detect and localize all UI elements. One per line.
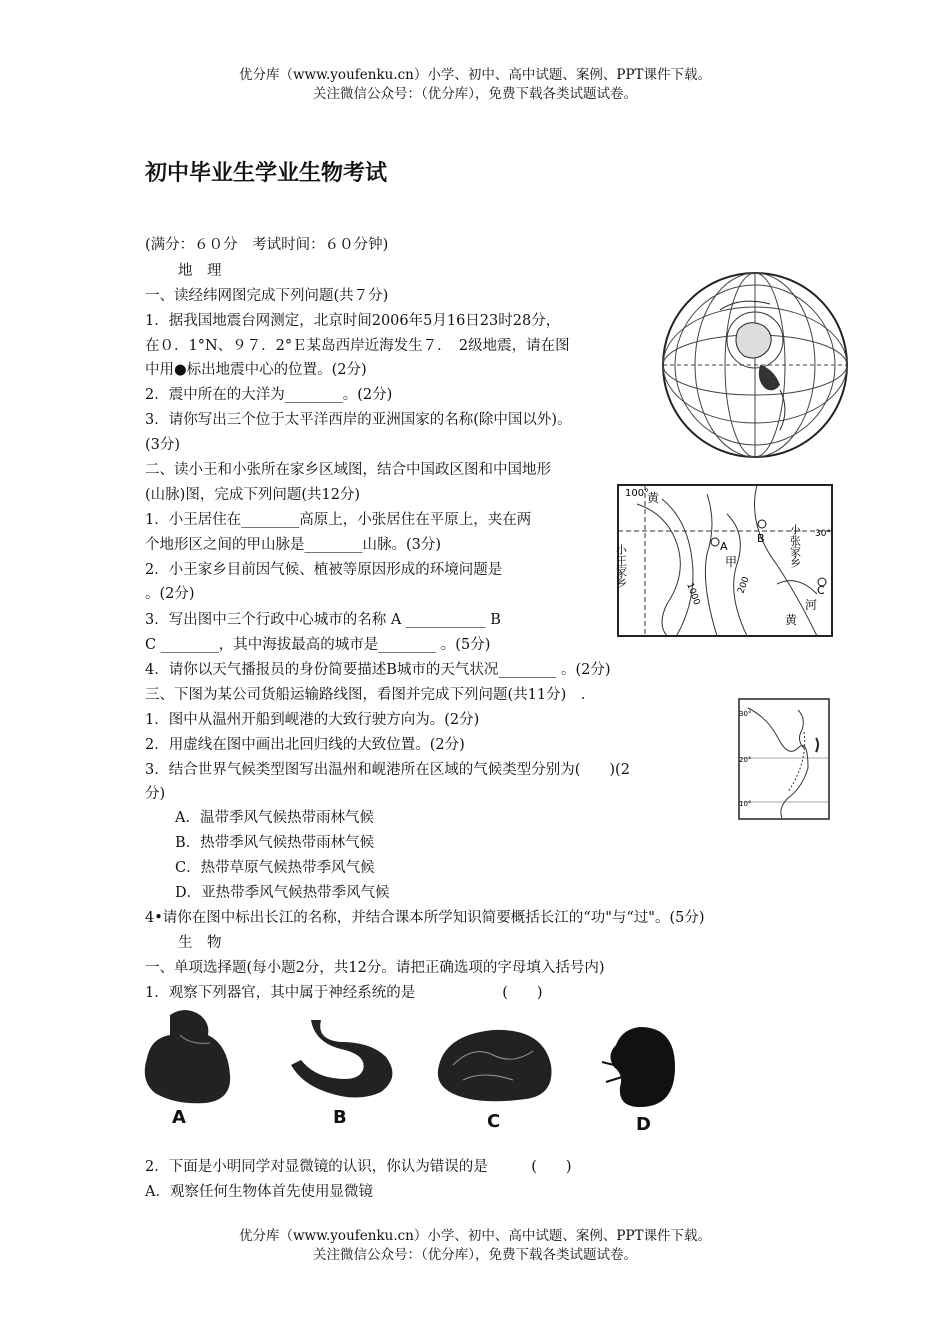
map-lon-label: 100° — [625, 488, 650, 499]
organ-label: D — [636, 1114, 651, 1135]
map-point-label: A — [720, 540, 728, 553]
bio-section: 一、单项选择题(每小题2分，共12分。请把正确选项的字母填入括号内) — [145, 960, 605, 976]
header-line-1: 优分库（www.youfenku.cn）小学、初中、高中试题、案例、PPT课件下载。 — [238, 67, 712, 83]
brain-figure — [433, 1025, 553, 1105]
organ-label: C — [487, 1111, 501, 1132]
geo-q2-line: 。(2分) — [145, 586, 195, 602]
bio-q2: 2．下面是小明同学对显微镜的认识，你认为错误的是 ( ) — [145, 1159, 572, 1175]
stomach-figure — [286, 1012, 401, 1102]
geo-q1-line: 3．请你写出三个位于太平洋西岸的亚洲国家的名称(除中国以外)。 — [145, 412, 572, 428]
footer-line-2: 关注微信公众号：（优分库），免费下载各类试题试卷。 — [313, 1247, 637, 1263]
contour-label: 200 — [736, 575, 752, 596]
heart-figure — [140, 1005, 235, 1105]
map-label: 小王家乡 — [614, 544, 628, 588]
geo-q1-line: 2．震中所在的大洋为________。(2分) — [145, 387, 393, 403]
map-label: 小张家乡 — [788, 524, 802, 568]
page-title: 初中毕业生学业生物考试 — [145, 161, 388, 186]
exam-info: (满分：６０分 考试时间：６０分钟) — [145, 237, 389, 253]
geo-q2-title: 二、读小王和小张所在家乡区域图，结合中国政区图和中国地形 — [145, 462, 551, 478]
option-d: D．亚热带季风气候热带季风气候 — [175, 885, 390, 901]
bio-q1: 1．观察下列器官，其中属于神经系统的是 ( ) — [145, 985, 543, 1001]
map-label: 黄 — [647, 491, 660, 505]
geo-q3-title: 三、下图为某公司货船运输路线图，看图并完成下列问题(共11分) . — [145, 687, 586, 703]
geo-q1-title: 一、读经纬网图完成下列问题(共７分) — [145, 288, 389, 304]
organ-label: A — [172, 1107, 186, 1128]
map-label: 河 — [805, 598, 818, 612]
map-lat-label: 30° — [815, 529, 831, 539]
geo-q2-line: 个地形区之间的甲山脉是________山脉。(3分) — [145, 537, 442, 553]
geo-q1-line: 在０．1°N、９７．2°Ｅ某岛西岸近海发生７． 2级地震，请在图 — [145, 338, 570, 354]
map-point-label: C — [817, 584, 825, 597]
option-a: A．温带季风气候热带雨林气候 — [175, 810, 374, 826]
contour-label: 1000 — [684, 581, 702, 607]
header-line-2: 关注微信公众号：（优分库），免费下载各类试题试卷。 — [313, 86, 637, 102]
lat-label: 30° — [739, 710, 752, 718]
geo-q3-line: 2．用虚线在图中画出北回归线的大致位置。(2分) — [145, 737, 465, 753]
geo-q2-line: C ________，其中海拔最高的城市是________ 。(5分) — [145, 637, 491, 653]
organ-label: B — [333, 1107, 347, 1128]
geo-q3-line: 3．结合世界气候类型图写出温州和岘港所在区域的气候类型分别为( )(2 — [145, 762, 630, 778]
geo-q1-line: 1．据我国地震台网测定，北京时间2006年5月16日23时28分， — [145, 313, 561, 329]
bio-heading: 生 物 — [178, 935, 222, 951]
lat-label: 10° — [739, 800, 752, 808]
geo-q3-line: 1．图中从温州开船到岘港的大致行驶方向为。(2分) — [145, 712, 480, 728]
geo-q3-line: 4•请你在图中标出长江的名称，并结合课本所学知识简要概括长江的“功"与“过"。(5分) — [145, 910, 705, 926]
lat-label: 20° — [739, 756, 752, 764]
geo-q2-line: 1．小王居住在________高原上，小张居住在平原上，夹在两 — [145, 512, 532, 528]
geo-q2-line: 3．写出图中三个行政中心城市的名称 A ___________ B — [145, 612, 501, 628]
geo-q2-line: 2．小王家乡目前因气候、植被等原因形成的环境问题是 — [145, 562, 503, 578]
map-label: 甲 — [725, 555, 738, 569]
footer-line-1: 优分库（www.youfenku.cn）小学、初中、高中试题、案例、PPT课件下载。 — [238, 1228, 712, 1244]
region-map — [614, 484, 833, 637]
geo-q1-line: 中用●标出地震中心的位置。(2分) — [145, 362, 367, 378]
option-c: C．热带草原气候热带季风气候 — [175, 860, 375, 876]
globe-figure — [660, 270, 850, 460]
kidney-figure — [600, 1022, 680, 1112]
geo-q3-line: 分) — [145, 786, 166, 802]
geo-q1-line: (3分) — [145, 437, 181, 453]
shipping-map — [738, 698, 830, 820]
option-b: B．热带季风气候热带雨林气候 — [175, 835, 375, 851]
bio-q2-option: A．观察任何生物体首先使用显微镜 — [145, 1184, 373, 1200]
map-point-label: B — [757, 532, 765, 545]
geo-heading: 地 理 — [178, 263, 222, 279]
geo-q2-line: 4．请你以天气播报员的身份简要描述B城市的天气状况________ 。(2分) — [145, 662, 611, 678]
geo-q2-title: (山脉)图，完成下列问题(共12分) — [145, 487, 361, 503]
map-label: 黄 — [785, 613, 798, 627]
